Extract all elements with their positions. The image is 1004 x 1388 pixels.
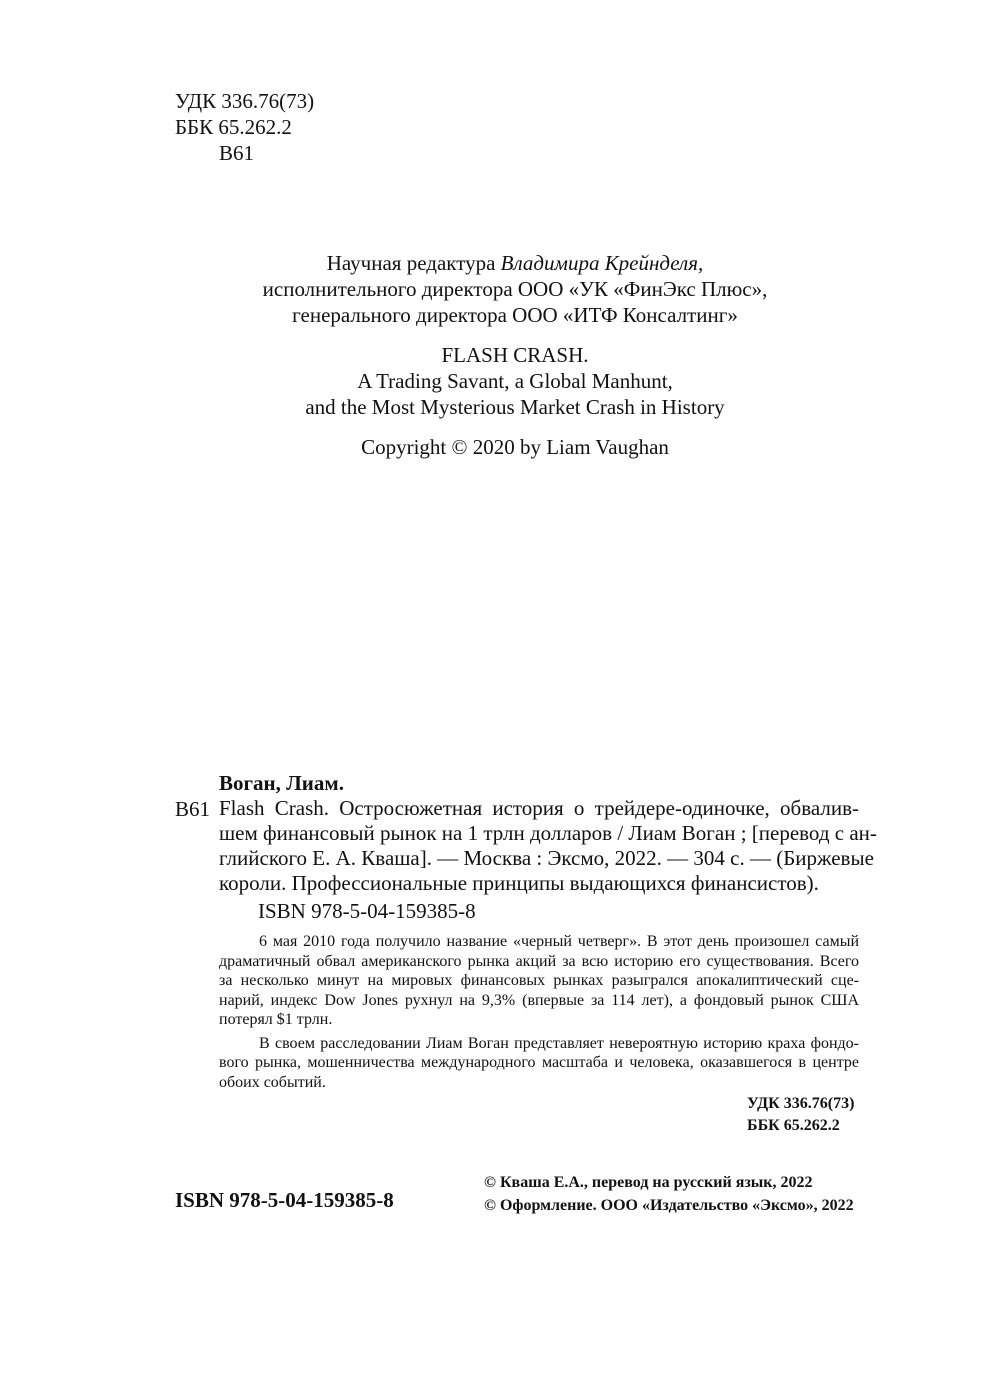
- bbk-code-bottom: ББК 65.262.2: [747, 1117, 840, 1134]
- editor-line-3: генерального директора ООО «ИТФ Консалтинг»: [292, 303, 738, 327]
- bib-line: шем финансовый рынок на 1 трлн долларов / Лиам Воган ; [перевод с ан-: [219, 821, 877, 845]
- annotation-line: драматичный обвал американского рынка акций за всю историю его существования. Всего: [219, 952, 859, 970]
- original-copyright: Copyright © 2020 by Liam Vaughan: [361, 435, 669, 459]
- translation-copyright: © Кваша Е.А., перевод на русский язык, 2022: [484, 1174, 813, 1191]
- editor-line-2: исполнительного директора ООО «УК «ФинЭкс Плюс»,: [262, 277, 768, 301]
- author-sign-top: В61: [219, 141, 255, 165]
- annotation-line: В своем расследовании Лиам Воган представляет невероятную историю краха фондо-: [259, 1034, 859, 1052]
- original-title-line-1: FLASH CRASH.: [441, 343, 589, 367]
- original-title-line-2: A Trading Savant, a Global Manhunt,: [357, 369, 673, 393]
- editor-prefix: Научная редактура: [326, 251, 501, 275]
- author-sign-mid: В61: [175, 797, 211, 821]
- bib-line: глийского Е. А. Кваша]. — Москва : Эксмо, 2022. — 304 с. — (Биржевые: [219, 846, 874, 870]
- isbn-record: ISBN 978-5-04-159385-8: [258, 899, 476, 923]
- bib-line: Flash Crash. Остросюжетная история о трейдере-одиночке, обвалив-: [219, 796, 859, 820]
- bib-line: короли. Профессиональные принципы выдающихся финансистов).: [219, 871, 819, 895]
- scientific-editor-block: [150, 250, 880, 328]
- bbk-code-top: ББК 65.262.2: [175, 115, 292, 139]
- annotation: [219, 932, 859, 1092]
- original-title-block: [150, 342, 880, 420]
- editor-name: Владимира Крейнделя,: [500, 251, 704, 275]
- udk-code-bottom: УДК 336.76(73): [747, 1095, 855, 1112]
- author-heading: Воган, Лиам.: [219, 771, 344, 795]
- design-copyright: © Оформление. ООО «Издательство «Эксмо», 2022: [484, 1197, 854, 1214]
- original-title-line-3: and the Most Mysterious Market Crash in History: [305, 395, 725, 419]
- annotation-line: нарий, индекс Dow Jones рухнул на 9,3% (впервые за 114 лет), а фондовый рынок США: [219, 991, 859, 1009]
- annotation-line: 6 мая 2010 года получило название «черный четверг». В этот день произошел самый: [259, 933, 859, 950]
- udk-code-top: УДК 336.76(73): [175, 89, 315, 113]
- annotation-line: за несколько минут на мировых финансовых рынках разыгрался апокалиптический сце-: [219, 972, 859, 989]
- isbn-footer: ISBN 978-5-04-159385-8: [175, 1188, 394, 1212]
- bibliographic-description: [219, 796, 877, 896]
- annotation-line: вого рынка, мошенничества международного масштаба и человека, оказавшегося в центре: [219, 1054, 859, 1071]
- editor-line-1: [150, 250, 880, 276]
- annotation-line: потерял $1 трлн.: [219, 1011, 333, 1028]
- annotation-line: обоих событий.: [219, 1073, 326, 1091]
